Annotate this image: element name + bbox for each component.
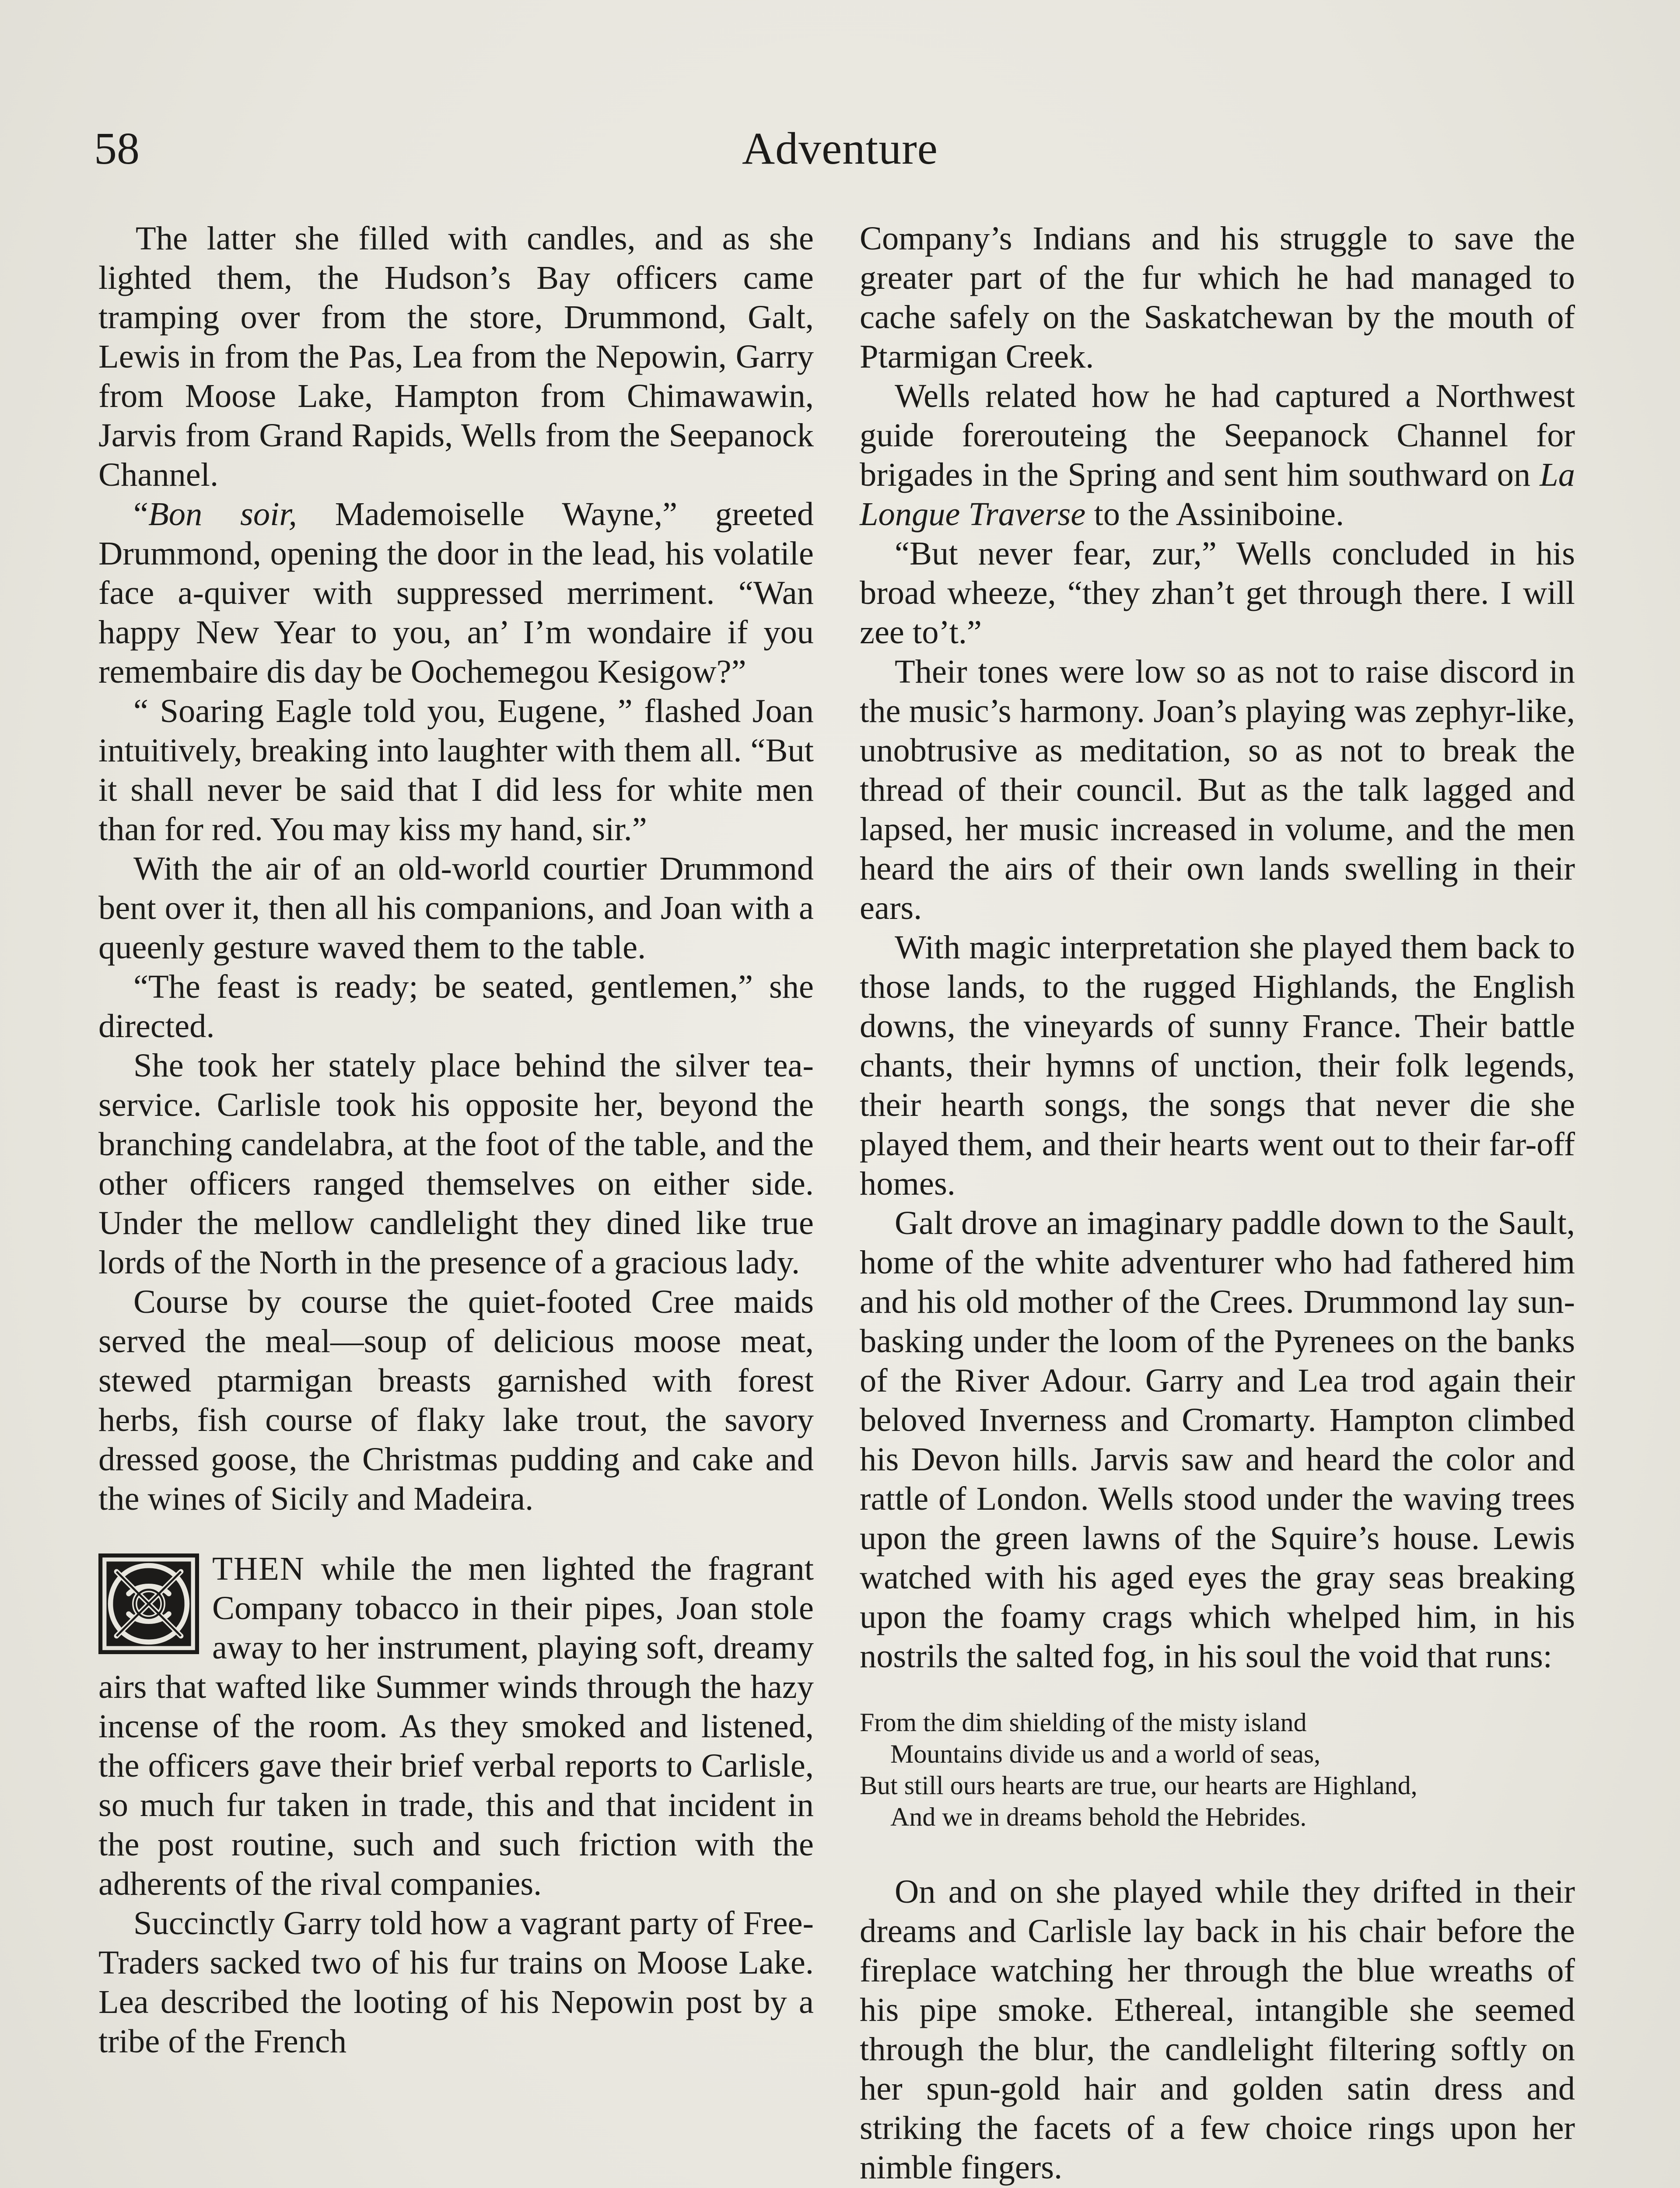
paragraph: She took her stately place behind the silver tea-service. Carlisle took his opposite her, beyond the branching candelabra, at the foot of the table, and the other officers ranged themselves on either side. Under the mellow candlelight they dined like true lords of the North in the presence of a gracious lady. — [98, 1047, 814, 1281]
paragraph-text: Wells related how he had captured a Northwest guide forerouteing the Seepanock Channel for brigades in the Spring and sent him southward on — [860, 377, 1575, 493]
quote-mark: “ — [133, 495, 148, 533]
paragraph: With the air of an old-world courtier Drummond bent over it, then all his companions, and Joan with a queenly gesture waved them to the table. — [98, 850, 814, 966]
paragraph-text: while the men lighted the fragrant Company tobacco in their pipes, Joan stole away to her instrument, playing soft, dreamy airs that wafted like Summer winds through the hazy incense of the room. As they smoked and listened, the officers gave their brief verbal reports to Carlisle, so much fur taken in trade, this and that incident in the post routine, such and such friction with the adherents of the rival companies. — [98, 1550, 814, 1902]
paragraph: Course by course the quiet-footed Cree maids served the meal—soup of delicious moose meat, stewed ptarmigan breasts garnished with forest herbs, fish course of flaky lake trout, the savory dressed goose, the Christmas pudding and cake and the wines of Sicily and Madeira. — [98, 1283, 814, 1517]
section-opening — [98, 1549, 814, 1904]
poem-line: But still ours hearts are true, our hearts are Highland, — [860, 1771, 1418, 1800]
paragraph-text: to the Assiniboine. — [1085, 495, 1344, 533]
lead-word: THEN — [212, 1550, 305, 1587]
celtic-knot-ornament-icon — [98, 1552, 199, 1656]
paragraph — [860, 376, 1575, 534]
paragraph: “ Soaring Eagle told you, Eugene, ” flashed Joan intuitively, breaking into laughter with them all. “But it shall never be said that I did less for white men than for red. You may kiss my hand, sir.” — [98, 692, 814, 848]
left-column — [98, 219, 814, 2061]
paragraph: The latter she filled with candles, and as she lighted them, the Hudson’s Bay officers came tramping over from the store, Drummond, Galt, Lewis in from the Pas, Lea from the Nepowin, Garry from Moose Lake, Hampton from Chimawawin, Jarvis from Grand Rapids, Wells from the Seepanock Channel. — [98, 220, 814, 493]
paragraph-text: Mademoiselle Wayne,” greeted Drummond, opening the door in the lead, his volatile face a-quiver with suppressed merriment. “Wan happy New Year to you, an’ I’m wondaire if you remembaire dis day be Oochemegou Kesigow?” — [98, 495, 814, 690]
poem-line: From the dim shielding of the misty island — [860, 1708, 1307, 1737]
running-head: Adventure — [742, 123, 938, 174]
poem-verse — [860, 1707, 1575, 1833]
paragraph: Galt drove an imaginary paddle down to the Sault, home of the white adventurer who had fathered him and his old mother of the Crees. Drummond lay sun-basking under the loom of the Pyrenees on the banks of the River Adour. Garry and Lea trod again their beloved Inverness and Cromarty. Hampton climbed his Devon hills. Jarvis saw and heard the color and rattle of London. Wells stood under the waving trees upon the green lawns of the Squire’s house. Lewis watched with his aged eyes the gray seas breaking upon the foamy crags which whelped him, in his nostrils the salted fog, in his soul the void that runs: — [860, 1204, 1575, 1675]
paragraph: Company’s Indians and his struggle to save the greater part of the fur which he had managed to cache safely on the Saskatchewan by the mouth of Ptarmigan Creek. — [860, 220, 1575, 375]
page-header — [0, 118, 1680, 179]
paragraph: “The feast is ready; be seated, gentlemen,” she directed. — [98, 968, 814, 1045]
poem-line: Mountains divide us and a world of seas, — [890, 1739, 1321, 1768]
italic-text: Bon soir, — [148, 495, 297, 533]
paragraph — [98, 494, 814, 691]
paragraph: “But never fear, zur,” Wells concluded in his broad wheeze, “they zhan’t get through there. I will zee to’t.” — [860, 535, 1575, 651]
paragraph: With magic interpretation she played them back to those lands, to the rugged Highlands, the English downs, the vineyards of sunny France. Their battle chants, their hymns of unction, their folk legends, their hearth songs, the songs that never die she played them, and their hearts went out to their far-off homes. — [860, 929, 1575, 1202]
poem-line: And we in dreams behold the Hebrides. — [890, 1802, 1307, 1831]
paragraph: Their tones were low so as not to raise discord in the music’s harmony. Joan’s playing was zephyr-like, unobtrusive as meditation, so as not to break the thread of their council. But as the talk lagged and lapsed, her music increased in volume, and the men heard the airs of their own lands swelling in their ears. — [860, 653, 1575, 926]
page-number: 58 — [94, 123, 140, 174]
right-column — [860, 219, 1575, 2187]
paragraph: Succinctly Garry told how a vagrant party of Free-Traders sacked two of his fur trains on Moose Lake. Lea described the looting of his Nepowin post by a tribe of the French — [98, 1904, 814, 2060]
paragraph — [98, 1549, 814, 1904]
italic-text: La Longue Traverse — [860, 456, 1575, 533]
paragraph: On and on she played while they drifted in their dreams and Carlisle lay back in his chair before the fireplace watching her through the blue wreaths of his pipe smoke. Ethereal, intangible she seemed through the blur, the candlelight filtering softly on her spun-gold hair and golden satin dress and striking the facets of a few choice rings upon her nimble fingers. — [860, 1873, 1575, 2186]
